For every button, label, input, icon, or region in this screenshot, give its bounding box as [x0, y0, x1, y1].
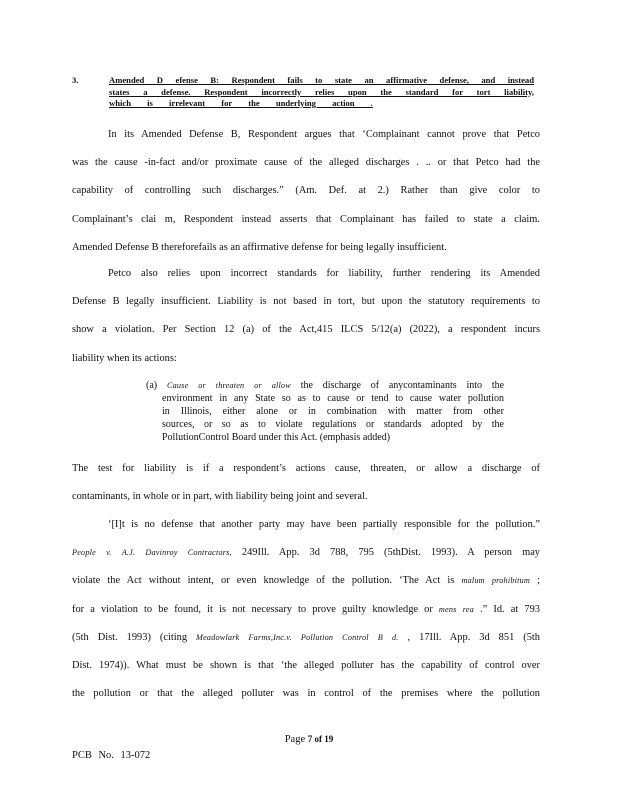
text-line	[72, 539, 540, 567]
case-citation: B	[377, 632, 383, 642]
quote-line: sources, or so as to violate regulations or standards adopted by the	[162, 419, 504, 430]
text-line: liability when its actions:	[72, 352, 177, 364]
quote-text: the discharge of anycontaminants into the	[300, 380, 505, 391]
case-citation: Pollution	[300, 632, 334, 642]
text-segment: violate the Act without intent, or even knowledge of the pollution. ‘The Act is	[72, 575, 455, 587]
quote-line: in Illinois, either alone or in combination with matter from other	[162, 406, 504, 417]
case-citation: Farms,Inc.v.	[248, 632, 292, 642]
emphasis-word: threaten	[215, 381, 245, 390]
latin-term: rea	[462, 604, 474, 614]
case-citation: v.	[106, 548, 112, 558]
text-line: was the cause -in-fact and/or proximate cause of the alleged discharges . .. or that Petco had the	[72, 157, 540, 169]
emphasis-word: or	[254, 381, 262, 390]
page-number	[0, 734, 618, 745]
text-line: Amended Defense B thereforefails as an affirmative defense for being legally insufficient.	[72, 241, 447, 253]
text-line: show a violation. Per Section 12 (a) of the Act,415 ILCS 5/12(a) (2022), a respondent incurs	[72, 324, 540, 336]
emphasis-word: allow	[271, 381, 291, 390]
text-line: the pollution or that the alleged polluter was in control of the premises where the pollution	[72, 688, 540, 700]
heading-line: Amended D efense B: Respondent fails to state an affirmative defense, and instead	[109, 75, 534, 85]
quote-line	[146, 379, 504, 392]
latin-term: malum	[461, 576, 485, 586]
heading-text	[109, 75, 534, 110]
paragraph-amended-defense-b	[72, 121, 540, 262]
paragraph-test-for-liability	[72, 455, 540, 511]
emphasis-word: Cause	[166, 381, 189, 390]
text-line	[72, 596, 540, 624]
text-line: Complainant’s clai m, Respondent instead asserts that Complainant has failed to state a claim.	[72, 213, 540, 225]
heading-line: which is irrelevant for the underlying action .	[109, 98, 373, 108]
text-line	[72, 624, 540, 652]
text-line: Petco also relies upon incorrect standards for liability, further rendering its Amended	[108, 268, 540, 279]
latin-term: mens	[438, 604, 457, 614]
latin-term: prohibitum	[491, 576, 530, 586]
quote-line: PollutionControl Board under this Act. (emphasis added)	[162, 432, 391, 443]
emphasis-word: or	[198, 381, 206, 390]
case-citation: Control	[342, 632, 369, 642]
text-segment: 249Ill. App. 3d 788, 795 (5thDist. 1993). A person may	[241, 547, 540, 559]
case-number: PCB No. 13-072	[72, 750, 151, 761]
text-line: The test for liability is if a respondent’s actions cause, threaten, or allow a discharge of	[72, 463, 540, 474]
text-segment: for a violation to be found, it is not necessary to prove guilty knowledge or	[72, 603, 433, 615]
case-citation: Contractors,	[187, 548, 232, 558]
case-citation: A.J.	[121, 548, 136, 558]
quote-marker: (a)	[146, 380, 158, 391]
heading-line: states a defense. Respondent incorrectly relies upon the standard for tort liability,	[109, 86, 534, 97]
heading-number: 3.	[72, 75, 79, 85]
paragraph-no-defense	[72, 511, 540, 708]
text-segment: (5th Dist. 1993) (citing	[72, 631, 188, 643]
text-line: capability of controlling such discharges.” (Am. Def. at 2.) Rather than give color to	[72, 185, 540, 197]
paragraph-incorrect-standards	[72, 260, 540, 373]
case-citation: Meadowlark	[196, 632, 240, 642]
page-label: Page	[284, 734, 306, 745]
text-segment: , 17Ill. App. 3d 851 (5th	[407, 631, 541, 643]
text-line: In its Amended Defense B, Respondent argues that ‘Complainant cannot prove that Petco	[108, 129, 540, 140]
text-line	[72, 567, 540, 595]
text-line: Defense B legally insufficient. Liability is not based in tort, but upon the statutory requirements to	[72, 296, 540, 308]
block-quote-statute	[146, 379, 504, 444]
text-line: contaminants, in whole or in part, with liability being joint and several.	[72, 491, 368, 503]
text-segment: .” Id. at 793	[480, 603, 540, 615]
case-citation: Davinroy	[145, 548, 178, 558]
text-line: Dist. 1974)). What must be shown is that ‘the alleged polluter has the capability of control over	[72, 660, 540, 672]
page-count: 7 of 19	[307, 734, 334, 744]
quote-line: environment in any State so as to cause or tend to cause water pollution	[162, 393, 504, 404]
text-segment: ;	[537, 575, 540, 587]
case-citation: d.	[391, 632, 399, 642]
case-citation: People	[72, 548, 96, 558]
text-line: ‘[I]t is no defense that another party may have been partially responsible for the pollution.”	[108, 519, 540, 530]
